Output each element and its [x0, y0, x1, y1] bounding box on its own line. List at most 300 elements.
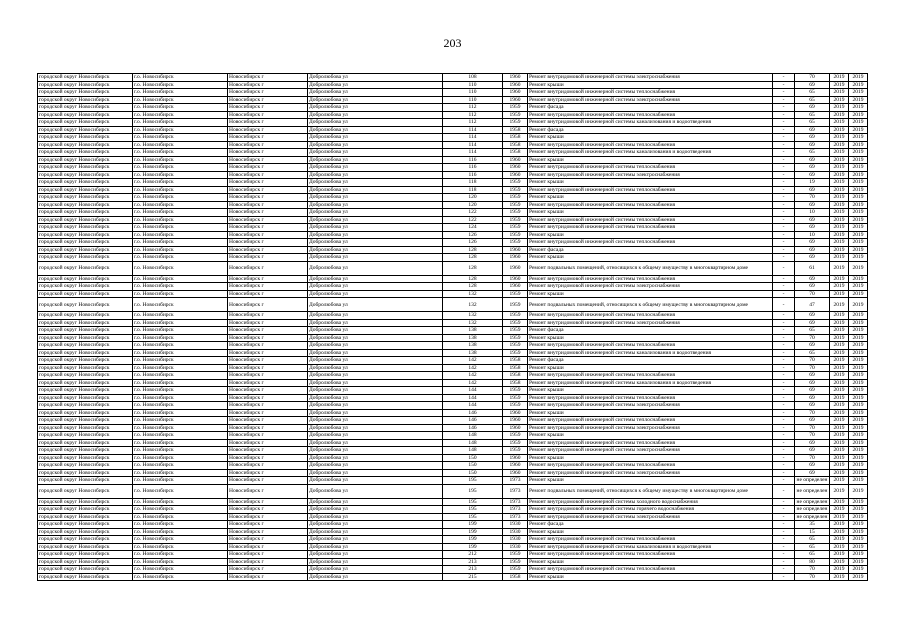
- note-cell: -: [773, 566, 795, 574]
- settlement-cell: г.о. Новосибирск: [133, 134, 228, 142]
- end-year-cell: 2019: [849, 239, 868, 247]
- table-row: [38, 254, 868, 262]
- table-row: [38, 521, 868, 529]
- house-number-cell: 148: [443, 432, 503, 440]
- table-row: [38, 149, 868, 157]
- city-cell: Новосибирск г: [228, 484, 308, 498]
- municipality-cell: городской округ Новосибирск: [38, 231, 133, 239]
- city-cell: Новосибирск г: [228, 342, 308, 350]
- work-type-cell: Ремонт внутридомовой инженерной системы теплоснабжения: [528, 551, 773, 559]
- end-year-cell: 2019: [849, 342, 868, 350]
- work-type-cell: Ремонт подвальных помещений, относящихся к общему имуществу в многоквартирном доме: [528, 261, 773, 275]
- municipality-cell: городской округ Новосибирск: [38, 424, 133, 432]
- note-cell: -: [773, 179, 795, 187]
- end-year-cell: 2019: [849, 439, 868, 447]
- settlement-cell: г.о. Новосибирск: [133, 379, 228, 387]
- municipality-cell: городской округ Новосибирск: [38, 119, 133, 127]
- street-cell: Добролюбова ул: [308, 439, 443, 447]
- work-type-cell: Ремонт крыши: [528, 409, 773, 417]
- table-row: [38, 551, 868, 559]
- start-year-cell: 2019: [830, 224, 849, 232]
- table-row: [38, 536, 868, 544]
- note-cell: -: [773, 89, 795, 97]
- cost-cell: не определен: [795, 498, 830, 506]
- table-row: [38, 387, 868, 395]
- street-cell: Добролюбова ул: [308, 506, 443, 514]
- settlement-cell: г.о. Новосибирск: [133, 432, 228, 440]
- settlement-cell: г.о. Новосибирск: [133, 477, 228, 485]
- note-cell: -: [773, 394, 795, 402]
- table-row: [38, 171, 868, 179]
- cost-cell: 69: [795, 224, 830, 232]
- house-number-cell: 195: [443, 484, 503, 498]
- work-type-cell: Ремонт внутридомовой инженерной системы теплоснабжения: [528, 394, 773, 402]
- start-year-cell: 2019: [830, 477, 849, 485]
- work-type-cell: Ремонт внутридомовой инженерной системы электроснабжения: [528, 74, 773, 82]
- city-cell: Новосибирск г: [228, 254, 308, 262]
- build-year-cell: 1930: [503, 521, 528, 529]
- start-year-cell: 2019: [830, 111, 849, 119]
- house-number-cell: 118: [443, 179, 503, 187]
- note-cell: -: [773, 81, 795, 89]
- work-type-cell: Ремонт внутридомовой инженерной системы теплоснабжения: [528, 439, 773, 447]
- note-cell: -: [773, 334, 795, 342]
- build-year-cell: 1959: [503, 111, 528, 119]
- city-cell: Новосибирск г: [228, 104, 308, 112]
- municipality-cell: городской округ Новосибирск: [38, 521, 133, 529]
- street-cell: Добролюбова ул: [308, 164, 443, 172]
- table-row: [38, 439, 868, 447]
- city-cell: Новосибирск г: [228, 111, 308, 119]
- build-year-cell: 1958: [503, 134, 528, 142]
- cost-cell: 69: [795, 186, 830, 194]
- note-cell: -: [773, 573, 795, 581]
- cost-cell: 69: [795, 141, 830, 149]
- end-year-cell: 2019: [849, 334, 868, 342]
- start-year-cell: 2019: [830, 74, 849, 82]
- end-year-cell: 2019: [849, 290, 868, 298]
- street-cell: Добролюбова ул: [308, 357, 443, 365]
- cost-cell: 65: [795, 111, 830, 119]
- start-year-cell: 2019: [830, 364, 849, 372]
- house-number-cell: 128: [443, 254, 503, 262]
- note-cell: -: [773, 312, 795, 320]
- start-year-cell: 2019: [830, 566, 849, 574]
- start-year-cell: 2019: [830, 216, 849, 224]
- municipality-cell: городской округ Новосибирск: [38, 74, 133, 82]
- end-year-cell: 2019: [849, 179, 868, 187]
- city-cell: Новосибирск г: [228, 246, 308, 254]
- house-number-cell: 146: [443, 417, 503, 425]
- city-cell: Новосибирск г: [228, 566, 308, 574]
- house-number-cell: 144: [443, 394, 503, 402]
- build-year-cell: 1959: [503, 394, 528, 402]
- build-year-cell: 1959: [503, 432, 528, 440]
- house-number-cell: 132: [443, 319, 503, 327]
- table-row: [38, 349, 868, 357]
- settlement-cell: г.о. Новосибирск: [133, 424, 228, 432]
- settlement-cell: г.о. Новосибирск: [133, 543, 228, 551]
- settlement-cell: г.о. Новосибирск: [133, 536, 228, 544]
- cost-cell: 10: [795, 209, 830, 217]
- cost-cell: 65: [795, 96, 830, 104]
- start-year-cell: 2019: [830, 551, 849, 559]
- street-cell: Добролюбова ул: [308, 573, 443, 581]
- house-number-cell: 126: [443, 239, 503, 247]
- house-number-cell: 110: [443, 81, 503, 89]
- start-year-cell: 2019: [830, 469, 849, 477]
- table-row: [38, 327, 868, 335]
- municipality-cell: городской округ Новосибирск: [38, 96, 133, 104]
- work-type-cell: Ремонт внутридомовой инженерной системы теплоснабжения: [528, 186, 773, 194]
- settlement-cell: г.о. Новосибирск: [133, 89, 228, 97]
- work-type-cell: Ремонт внутридомовой инженерной системы теплоснабжения: [528, 536, 773, 544]
- work-type-cell: Ремонт фасада: [528, 246, 773, 254]
- street-cell: Добролюбова ул: [308, 462, 443, 470]
- cost-cell: 69: [795, 239, 830, 247]
- build-year-cell: 1959: [503, 224, 528, 232]
- municipality-cell: городской округ Новосибирск: [38, 484, 133, 498]
- city-cell: Новосибирск г: [228, 498, 308, 506]
- municipality-cell: городской округ Новосибирск: [38, 209, 133, 217]
- settlement-cell: г.о. Новосибирск: [133, 104, 228, 112]
- start-year-cell: 2019: [830, 342, 849, 350]
- note-cell: -: [773, 357, 795, 365]
- settlement-cell: г.о. Новосибирск: [133, 111, 228, 119]
- note-cell: -: [773, 498, 795, 506]
- table-row: [38, 126, 868, 134]
- build-year-cell: 1930: [503, 543, 528, 551]
- build-year-cell: 1960: [503, 156, 528, 164]
- end-year-cell: 2019: [849, 319, 868, 327]
- start-year-cell: 2019: [830, 246, 849, 254]
- settlement-cell: г.о. Новосибирск: [133, 357, 228, 365]
- table-row: [38, 194, 868, 202]
- start-year-cell: 2019: [830, 231, 849, 239]
- street-cell: Добролюбова ул: [308, 81, 443, 89]
- cost-cell: 80: [795, 558, 830, 566]
- build-year-cell: 1960: [503, 89, 528, 97]
- house-number-cell: 120: [443, 201, 503, 209]
- city-cell: Новосибирск г: [228, 536, 308, 544]
- build-year-cell: 1930: [503, 536, 528, 544]
- build-year-cell: 1973: [503, 506, 528, 514]
- start-year-cell: 2019: [830, 513, 849, 521]
- settlement-cell: г.о. Новосибирск: [133, 498, 228, 506]
- municipality-cell: городской округ Новосибирск: [38, 469, 133, 477]
- street-cell: Добролюбова ул: [308, 402, 443, 410]
- house-number-cell: 148: [443, 439, 503, 447]
- street-cell: Добролюбова ул: [308, 224, 443, 232]
- cost-cell: 69: [795, 402, 830, 410]
- city-cell: Новосибирск г: [228, 96, 308, 104]
- work-type-cell: Ремонт фасада: [528, 104, 773, 112]
- build-year-cell: 1960: [503, 96, 528, 104]
- build-year-cell: 1959: [503, 298, 528, 312]
- street-cell: Добролюбова ул: [308, 477, 443, 485]
- start-year-cell: 2019: [830, 81, 849, 89]
- city-cell: Новосибирск г: [228, 224, 308, 232]
- note-cell: -: [773, 74, 795, 82]
- start-year-cell: 2019: [830, 334, 849, 342]
- end-year-cell: 2019: [849, 149, 868, 157]
- street-cell: Добролюбова ул: [308, 342, 443, 350]
- start-year-cell: 2019: [830, 104, 849, 112]
- work-type-cell: Ремонт крыши: [528, 432, 773, 440]
- street-cell: Добролюбова ул: [308, 498, 443, 506]
- street-cell: Добролюбова ул: [308, 171, 443, 179]
- municipality-cell: городской округ Новосибирск: [38, 239, 133, 247]
- municipality-cell: городской округ Новосибирск: [38, 387, 133, 395]
- city-cell: Новосибирск г: [228, 543, 308, 551]
- municipality-cell: городской округ Новосибирск: [38, 364, 133, 372]
- note-cell: -: [773, 372, 795, 380]
- municipality-cell: городской округ Новосибирск: [38, 372, 133, 380]
- settlement-cell: г.о. Новосибирск: [133, 290, 228, 298]
- end-year-cell: 2019: [849, 477, 868, 485]
- start-year-cell: 2019: [830, 141, 849, 149]
- municipality-cell: городской округ Новосибирск: [38, 186, 133, 194]
- street-cell: Добролюбова ул: [308, 186, 443, 194]
- build-year-cell: 1959: [503, 551, 528, 559]
- note-cell: -: [773, 447, 795, 455]
- cost-cell: 19: [795, 179, 830, 187]
- house-number-cell: 146: [443, 409, 503, 417]
- city-cell: Новосибирск г: [228, 409, 308, 417]
- city-cell: Новосибирск г: [228, 216, 308, 224]
- table-row: [38, 156, 868, 164]
- table-row: [38, 342, 868, 350]
- house-number-cell: 128: [443, 246, 503, 254]
- work-type-cell: Ремонт подвальных помещений, относящихся к общему имуществу в многоквартирном доме: [528, 298, 773, 312]
- start-year-cell: 2019: [830, 573, 849, 581]
- table-row: [38, 334, 868, 342]
- settlement-cell: г.о. Новосибирск: [133, 566, 228, 574]
- table-row: [38, 179, 868, 187]
- cost-cell: 69: [795, 439, 830, 447]
- table-row: [38, 402, 868, 410]
- municipality-cell: городской округ Новосибирск: [38, 283, 133, 291]
- note-cell: -: [773, 462, 795, 470]
- start-year-cell: 2019: [830, 528, 849, 536]
- house-number-cell: 138: [443, 349, 503, 357]
- city-cell: Новосибирск г: [228, 149, 308, 157]
- build-year-cell: 1958: [503, 364, 528, 372]
- work-type-cell: Ремонт крыши: [528, 134, 773, 142]
- settlement-cell: г.о. Новосибирск: [133, 261, 228, 275]
- cost-cell: 35: [795, 521, 830, 529]
- settlement-cell: г.о. Новосибирск: [133, 186, 228, 194]
- build-year-cell: 1959: [503, 334, 528, 342]
- city-cell: Новосибирск г: [228, 298, 308, 312]
- note-cell: -: [773, 364, 795, 372]
- house-number-cell: 126: [443, 231, 503, 239]
- municipality-cell: городской округ Новосибирск: [38, 275, 133, 283]
- end-year-cell: 2019: [849, 513, 868, 521]
- work-type-cell: Ремонт внутридомовой инженерной системы теплоснабжения: [528, 141, 773, 149]
- build-year-cell: 1959: [503, 186, 528, 194]
- note-cell: -: [773, 164, 795, 172]
- street-cell: Добролюбова ул: [308, 275, 443, 283]
- street-cell: Добролюбова ул: [308, 409, 443, 417]
- start-year-cell: 2019: [830, 498, 849, 506]
- end-year-cell: 2019: [849, 566, 868, 574]
- street-cell: Добролюбова ул: [308, 216, 443, 224]
- note-cell: -: [773, 149, 795, 157]
- note-cell: -: [773, 506, 795, 514]
- municipality-cell: городской округ Новосибирск: [38, 454, 133, 462]
- start-year-cell: 2019: [830, 521, 849, 529]
- work-type-cell: Ремонт внутридомовой инженерной системы теплоснабжения: [528, 417, 773, 425]
- table-row: [38, 462, 868, 470]
- note-cell: -: [773, 543, 795, 551]
- start-year-cell: 2019: [830, 543, 849, 551]
- city-cell: Новосибирск г: [228, 179, 308, 187]
- house-number-cell: 142: [443, 379, 503, 387]
- end-year-cell: 2019: [849, 246, 868, 254]
- work-type-cell: Ремонт внутридомовой инженерной системы теплоснабжения: [528, 201, 773, 209]
- work-type-cell: Ремонт крыши: [528, 194, 773, 202]
- cost-cell: 69: [795, 254, 830, 262]
- municipality-cell: городской округ Новосибирск: [38, 506, 133, 514]
- build-year-cell: 1959: [503, 231, 528, 239]
- street-cell: Добролюбова ул: [308, 111, 443, 119]
- build-year-cell: 1930: [503, 528, 528, 536]
- end-year-cell: 2019: [849, 111, 868, 119]
- note-cell: -: [773, 186, 795, 194]
- start-year-cell: 2019: [830, 171, 849, 179]
- street-cell: Добролюбова ул: [308, 261, 443, 275]
- start-year-cell: 2019: [830, 186, 849, 194]
- street-cell: Добролюбова ул: [308, 521, 443, 529]
- settlement-cell: г.о. Новосибирск: [133, 179, 228, 187]
- cost-cell: 69: [795, 275, 830, 283]
- start-year-cell: 2019: [830, 194, 849, 202]
- end-year-cell: 2019: [849, 81, 868, 89]
- work-type-cell: Ремонт фасада: [528, 327, 773, 335]
- table-row: [38, 201, 868, 209]
- city-cell: Новосибирск г: [228, 513, 308, 521]
- work-type-cell: Ремонт крыши: [528, 231, 773, 239]
- street-cell: Добролюбова ул: [308, 417, 443, 425]
- city-cell: Новосибирск г: [228, 275, 308, 283]
- work-type-cell: Ремонт внутридомовой инженерной системы канализования и водоотведения: [528, 543, 773, 551]
- end-year-cell: 2019: [849, 543, 868, 551]
- table-row: [38, 558, 868, 566]
- municipality-cell: городской округ Новосибирск: [38, 89, 133, 97]
- work-type-cell: Ремонт крыши: [528, 477, 773, 485]
- work-type-cell: Ремонт внутридомовой инженерной системы теплоснабжения: [528, 164, 773, 172]
- build-year-cell: 1959: [503, 439, 528, 447]
- settlement-cell: г.о. Новосибирск: [133, 506, 228, 514]
- note-cell: -: [773, 126, 795, 134]
- cost-cell: 70: [795, 424, 830, 432]
- work-type-cell: Ремонт внутридомовой инженерной системы электроснабжения: [528, 424, 773, 432]
- build-year-cell: 1959: [503, 104, 528, 112]
- settlement-cell: г.о. Новосибирск: [133, 283, 228, 291]
- municipality-cell: городской округ Новосибирск: [38, 164, 133, 172]
- city-cell: Новосибирск г: [228, 573, 308, 581]
- cost-cell: 69: [795, 126, 830, 134]
- start-year-cell: 2019: [830, 372, 849, 380]
- table-row: [38, 186, 868, 194]
- work-type-cell: Ремонт внутридомовой инженерной системы электроснабжения: [528, 319, 773, 327]
- build-year-cell: 1958: [503, 357, 528, 365]
- street-cell: Добролюбова ул: [308, 179, 443, 187]
- note-cell: -: [773, 194, 795, 202]
- municipality-cell: городской округ Новосибирск: [38, 179, 133, 187]
- municipality-cell: городской округ Новосибирск: [38, 246, 133, 254]
- municipality-cell: городской округ Новосибирск: [38, 334, 133, 342]
- build-year-cell: 1959: [503, 179, 528, 187]
- street-cell: Добролюбова ул: [308, 379, 443, 387]
- municipality-cell: городской округ Новосибирск: [38, 216, 133, 224]
- city-cell: Новосибирск г: [228, 141, 308, 149]
- work-type-cell: Ремонт фасада: [528, 126, 773, 134]
- city-cell: Новосибирск г: [228, 357, 308, 365]
- table-row: [38, 216, 868, 224]
- start-year-cell: 2019: [830, 89, 849, 97]
- end-year-cell: 2019: [849, 432, 868, 440]
- municipality-cell: городской округ Новосибирск: [38, 349, 133, 357]
- build-year-cell: 1973: [503, 477, 528, 485]
- house-number-cell: 199: [443, 543, 503, 551]
- settlement-cell: г.о. Новосибирск: [133, 513, 228, 521]
- start-year-cell: 2019: [830, 201, 849, 209]
- street-cell: Добролюбова ул: [308, 528, 443, 536]
- city-cell: Новосибирск г: [228, 74, 308, 82]
- build-year-cell: 1959: [503, 402, 528, 410]
- end-year-cell: 2019: [849, 573, 868, 581]
- table-row: [38, 372, 868, 380]
- build-year-cell: 1959: [503, 312, 528, 320]
- end-year-cell: 2019: [849, 231, 868, 239]
- table-row: [38, 417, 868, 425]
- note-cell: -: [773, 254, 795, 262]
- municipality-cell: городской округ Новосибирск: [38, 417, 133, 425]
- settlement-cell: г.о. Новосибирск: [133, 484, 228, 498]
- cost-cell: 61: [795, 261, 830, 275]
- street-cell: Добролюбова ул: [308, 513, 443, 521]
- house-number-cell: 199: [443, 521, 503, 529]
- street-cell: Добролюбова ул: [308, 312, 443, 320]
- municipality-cell: городской округ Новосибирск: [38, 298, 133, 312]
- settlement-cell: г.о. Новосибирск: [133, 402, 228, 410]
- end-year-cell: 2019: [849, 74, 868, 82]
- start-year-cell: 2019: [830, 379, 849, 387]
- settlement-cell: г.о. Новосибирск: [133, 349, 228, 357]
- work-type-cell: Ремонт внутридомовой инженерной системы горячего водоснабжения: [528, 506, 773, 514]
- end-year-cell: 2019: [849, 498, 868, 506]
- city-cell: Новосибирск г: [228, 551, 308, 559]
- build-year-cell: 1958: [503, 141, 528, 149]
- settlement-cell: г.о. Новосибирск: [133, 573, 228, 581]
- end-year-cell: 2019: [849, 469, 868, 477]
- municipality-cell: городской округ Новосибирск: [38, 558, 133, 566]
- start-year-cell: 2019: [830, 424, 849, 432]
- note-cell: -: [773, 119, 795, 127]
- settlement-cell: г.о. Новосибирск: [133, 246, 228, 254]
- city-cell: Новосибирск г: [228, 364, 308, 372]
- street-cell: Добролюбова ул: [308, 209, 443, 217]
- house-number-cell: 142: [443, 372, 503, 380]
- build-year-cell: 1959: [503, 558, 528, 566]
- work-type-cell: Ремонт крыши: [528, 209, 773, 217]
- start-year-cell: 2019: [830, 96, 849, 104]
- build-year-cell: 1960: [503, 275, 528, 283]
- build-year-cell: 1960: [503, 469, 528, 477]
- settlement-cell: г.о. Новосибирск: [133, 454, 228, 462]
